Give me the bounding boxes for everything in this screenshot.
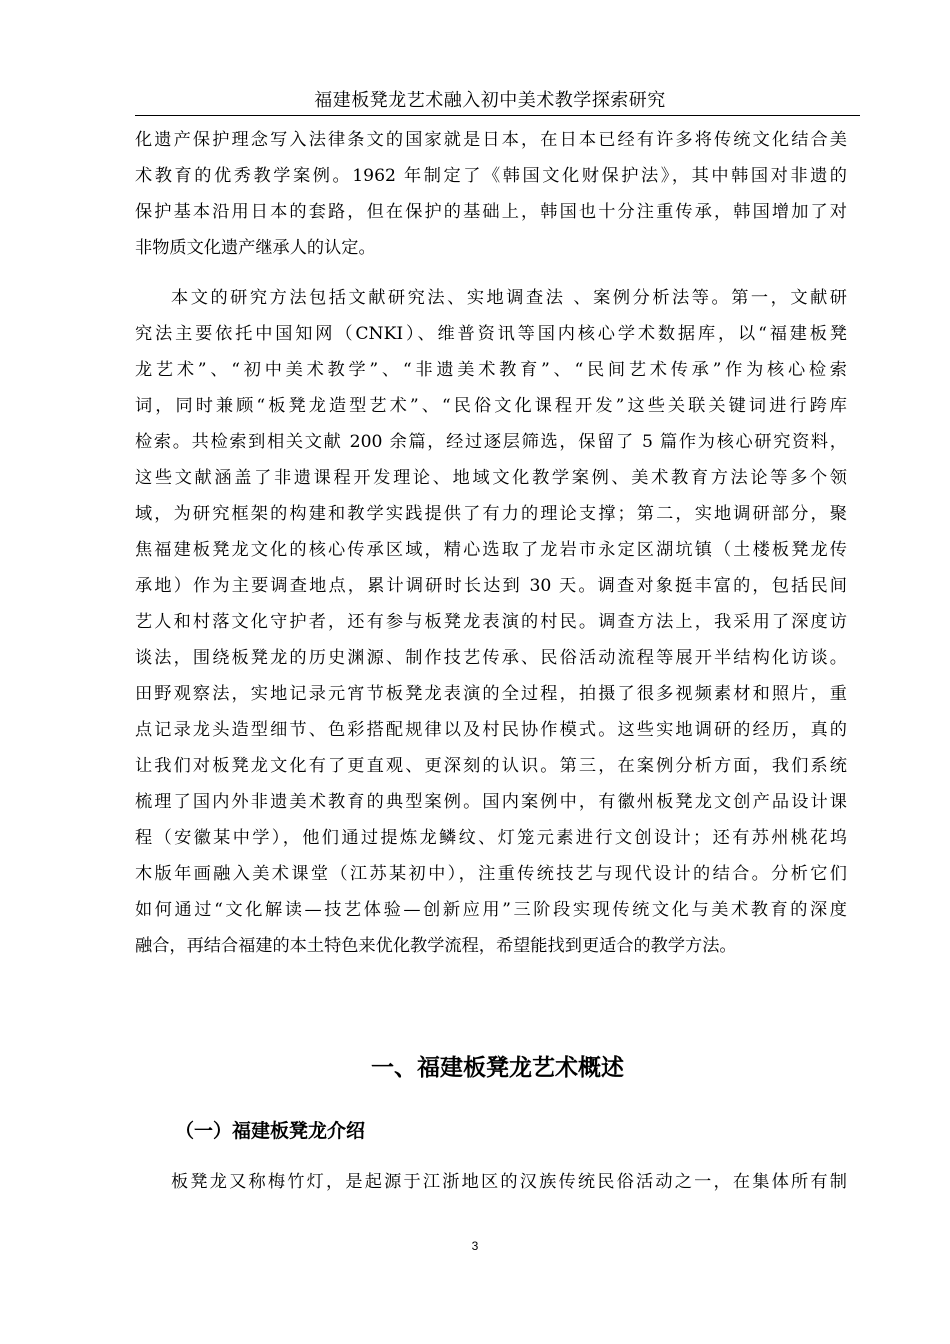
text-line: 化遗产保护理念写入法律条文的国家就是日本，在日本已经有许多将传统文化结合美	[135, 130, 847, 150]
text-line: 梳理了国内外非遗美术教育的典型案例。国内案例中，有徽州板凳龙文创产品设计课	[135, 792, 847, 812]
text-line: 融合，再结合福建的本土特色来优化教学流程，希望能找到更适合的教学方法。	[135, 936, 737, 956]
subsection-heading: （一）福建板凳龙介绍	[175, 1120, 366, 1142]
text-line: 检索。共检索到相关文献 200 余篇，经过逐层筛选，保留了 5 篇作为核心研究资料，	[135, 432, 847, 452]
text-line: 点记录龙头造型细节、色彩搭配规律以及村民协作模式。这些实地调研的经历，真的	[135, 720, 847, 740]
text-line: 龙艺术”、“初中美术教学”、“非遗美术教育”、“民间艺术传承”作为核心检索	[135, 360, 847, 380]
text-line: 非物质文化遗产继承人的认定。	[135, 238, 376, 258]
text-line: 这些文献涵盖了非遗课程开发理论、地域文化教学案例、美术教育方法论等多个领	[135, 468, 847, 488]
header-rule	[135, 115, 860, 116]
text-line: 术教育的优秀教学案例。1962 年制定了《韩国文化财保护法》，其中韩国对非遗的	[135, 166, 847, 186]
paragraph-1	[135, 122, 847, 266]
text-line: 如何通过“文化解读—技艺体验—创新应用”三阶段实现传统文化与美术教育的深度	[135, 900, 847, 920]
text-line: 域，为研究框架的构建和教学实践提供了有力的理论支撑；第二，实地调研部分，聚	[135, 504, 847, 524]
text-line: 承地）作为主要调查地点，累计调研时长达到 30 天。调查对象挺丰富的，包括民间	[135, 576, 847, 596]
text-line: 艺人和村落文化守护者，还有参与板凳龙表演的村民。调查方法上，我采用了深度访	[135, 612, 847, 632]
page-number: 3	[471, 1239, 479, 1253]
section-heading: 一、福建板凳龙艺术概述	[371, 1055, 624, 1081]
text-line: 词，同时兼顾“板凳龙造型艺术”、“民俗文化课程开发”这些关联关键词进行跨库	[135, 396, 847, 416]
text-line: 让我们对板凳龙文化有了更直观、更深刻的认识。第三，在案例分析方面，我们系统	[135, 756, 847, 776]
text-line: 木版年画融入美术课堂（江苏某初中），注重传统技艺与现代设计的结合。分析它们	[135, 864, 847, 884]
text-line: 保护基本沿用日本的套路，但在保护的基础上，韩国也十分注重传承，韩国增加了对	[135, 202, 847, 222]
text-line: 田野观察法，实地记录元宵节板凳龙表演的全过程，拍摄了很多视频素材和照片，重	[135, 684, 847, 704]
text-line: 焦福建板凳龙文化的核心传承区域，精心选取了龙岩市永定区湖坑镇（土楼板凳龙传	[135, 540, 847, 560]
text-line: 程（安徽某中学），他们通过提炼龙鳞纹、灯笼元素进行文创设计；还有苏州桃花坞	[135, 828, 847, 848]
paragraph-3	[135, 1164, 847, 1200]
running-header: 福建板凳龙艺术融入初中美术教学探索研究	[314, 90, 666, 111]
text-line: 究法主要依托中国知网（CNKI）、维普资讯等国内核心学术数据库，以“福建板凳	[135, 324, 847, 344]
text-line: 板凳龙又称梅竹灯，是起源于江浙地区的汉族传统民俗活动之一，在集体所有制	[171, 1172, 847, 1192]
text-line: 本文的研究方法包括文献研究法、实地调查法 、案例分析法等。第一，文献研	[171, 288, 847, 308]
paragraph-2	[135, 280, 847, 964]
text-line: 谈法，围绕板凳龙的历史渊源、制作技艺传承、民俗活动流程等展开半结构化访谈。	[135, 648, 847, 668]
